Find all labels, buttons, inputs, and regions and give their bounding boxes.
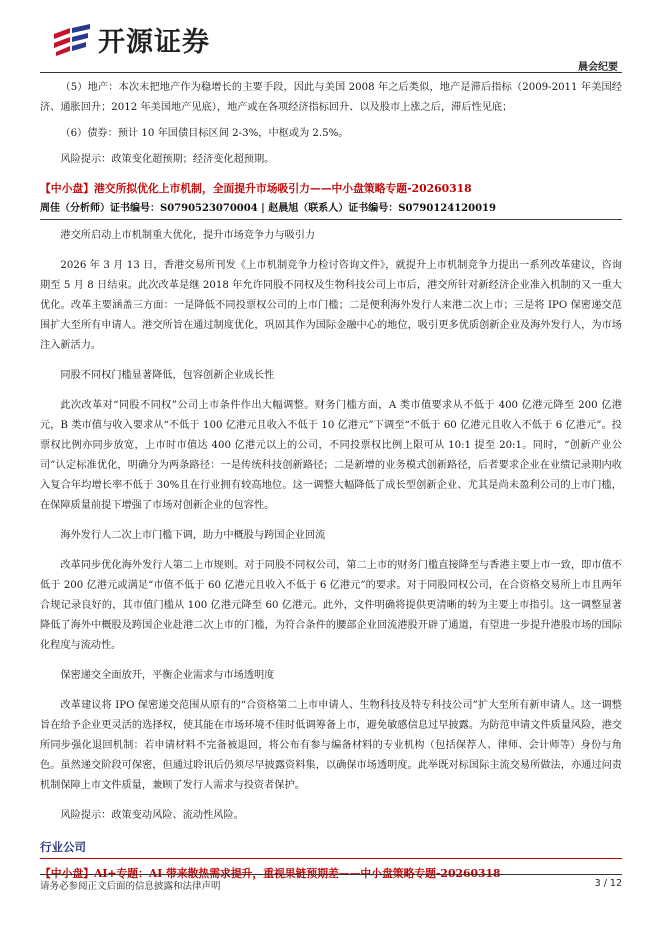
macro-risk-note: 风险提示：政策变化超预期；经济变化超预期。 [60, 154, 275, 165]
footer-divider [40, 874, 622, 875]
paragraph-3: 改革同步优化海外发行人第二上市规则。对于同股不同权公司，第二上市的财务门槛直接降至与香港主要上市一致，即市值不低于 200 亿港元或满足“市值不低于 60 亿港元且收入不低于 6 亿港元”的要求。对于同股同权公司，在合资格交易所上市且两年合规记录良好的，其市值门槛从 100 亿港元降至 60 亿港元。此外，文件明确将提供更清晰的转为主要上市指引。这一调整显著降低了海外中概股及跨国企业赴港二次上市的门槛，为符合条件的腰部企业回流港股开辟了通道，有望进一步提升港股市场的国际化程度与流动性。 [40, 560, 622, 651]
macro-point-6: （6）债券：预计 10 年国债目标区间 2-3%，中枢或为 2.5%。 [60, 128, 349, 139]
page-number: 3 / 12 [594, 878, 622, 889]
page-header [0, 0, 662, 74]
logo [52, 20, 210, 59]
section-heading-industry: 行业公司 [40, 840, 86, 854]
article-risk-note: 风险提示：政策变动风险、流动性风险。 [60, 810, 244, 821]
paragraph-4: 改革建议将 IPO 保密递交范围从原有的“合资格第二上市申请人、生物科技及特专科技公司”扩大至所有新申请人。这一调整旨在给予企业更灵活的选择权，使其能在市场环境不佳时低调筹备上市，避免敏感信息过早披露。为防范申请文件质量风险，港交所同步强化退回机制：若申请材料不完备被退回，将公布有参与编备材料的专业机构（包括保荐人、律师、会计师等）身份与角色。虽然递交阶段可保密，但通过聆讯后仍须尽早披露资料集，以确保市场透明度。此举既对标国际主流交易所做法，亦通过问责机制保障上市文件质量，兼顾了发行人需求与投资者保护。 [40, 700, 622, 791]
header-divider [40, 72, 622, 73]
logo-text: 开源证券 [98, 27, 210, 58]
authors-divider [40, 219, 622, 220]
paragraph-2: 此次改革对“同股不同权”公司上市条件作出大幅调整。财务门槛方面，A 类市值要求从不低于 400 亿港元降至 200 亿港元，B 类市值与收入要求从“不低于 100 亿港元且收入不低于 10 亿港元”下调至“不低于 60 亿港元且收入不低于 6 亿港元”。投票权比例亦同步放宽，上市时市值达 400 亿港元以上的公司，不同投票权比例上限可从 10:1 提至 20:1。同时，“创新产业公司”认定标准优化，明确分为两条路径：一是传统科技创新路径；二是新增的业务模式创新路径，后者要求企业在业绩记录期内收入复合年均增长率不低于 30%且在行业拥有较高地位。这一调整大幅降低了成长型创新企业、尤其是尚未盈利公司的上市门槛，在保障质量前提下增强了市场对创新企业的包容性。 [40, 400, 622, 511]
article-authors: 周佳（分析师）证书编号：S0790523070004 | 赵晨旭（联系人）证书编号：S0790124120019 [40, 203, 496, 214]
macro-point-5: （5）地产：本次未把地产作为稳增长的主要手段，因此与美国 2008 年之后类似，地产是滞后指标（2009-2011 年美国经济、通胀回升；2012 年美国地产见底），地产或在各项经济指标回升、以及股市上涨之后，滞后性见底； [40, 82, 622, 113]
report-type-tag: 晨会纪要 [578, 62, 618, 73]
subheading-1: 港交所启动上市机制重大优化，提升市场竞争力与吸引力 [60, 230, 316, 241]
article-title-hkex: 【中小盘】港交所拟优化上市机制，全面提升市场吸引力——中小盘策略专题-20260318 [40, 182, 472, 195]
section-divider [40, 858, 622, 859]
subheading-4: 保密递交全面放开，平衡企业需求与市场透明度 [60, 670, 275, 681]
article-title-ai: 【中小盘】AI+专题：AI 带来散热需求提升，重视果链预期差——中小盘策略专题-20260318 [40, 867, 501, 880]
paragraph-1: 2026 年 3 月 13 日，香港交易所刊发《上市机制竞争力检讨咨询文件》，就提升上市机制竞争力提出一系列改革建议，咨询期至 5 月 8 日结束。此次改革是继 2018 年允许同股不同权及生物科技公司上市后，港交所针对新经济企业准入机制的又一重大优化。改革主要涵盖三方面：一是降低不同投票权公司的上市门槛；二是便利海外发行人来港二次上市；三是将 IPO 保密递交范围扩大至所有申请人。港交所旨在通过制度优化，巩固其作为国际金融中心的地位，吸引更多优质创新企业及海外发行人，为市场注入新活力。 [40, 260, 622, 351]
subheading-3: 海外发行人二次上市门槛下调，助力中概股与跨国企业回流 [60, 530, 326, 541]
kaiyuan-logo-icon [52, 24, 92, 56]
page-content [40, 78, 622, 885]
footer-disclaimer: 请务必参阅正文后面的信息披露和法律声明 [40, 881, 221, 892]
subheading-2: 同股不同权门槛显著降低，包容创新企业成长性 [60, 370, 275, 381]
page-footer [40, 874, 622, 892]
